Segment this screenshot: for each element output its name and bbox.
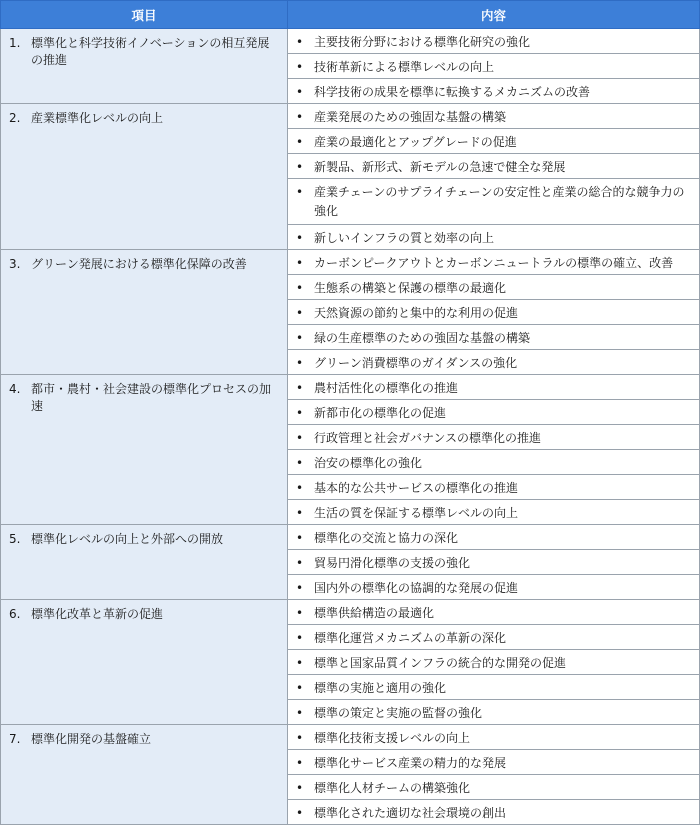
list-item	[288, 400, 699, 423]
content-item-cell	[288, 375, 700, 400]
category-label: 標準化と科学技術イノベーションの相互発展の推進	[31, 36, 270, 67]
header-row	[1, 1, 700, 29]
category-label-group	[9, 531, 279, 548]
list-item	[288, 179, 699, 221]
list-item	[288, 225, 699, 248]
category-label: 都市・農村・社会建設の標準化プロセスの加速	[31, 382, 272, 413]
content-item-cell	[288, 675, 700, 700]
category-cell	[1, 29, 288, 104]
bullet-icon: •	[296, 731, 304, 745]
content-item-text: 標準供給構造の最適化	[314, 606, 435, 620]
category-number: 1.	[9, 36, 21, 50]
header-content: 内容	[288, 1, 700, 29]
list-item	[288, 500, 699, 523]
list-item	[288, 525, 699, 548]
bullet-icon: •	[296, 581, 304, 595]
category-cell	[1, 525, 288, 600]
content-item-cell	[288, 104, 700, 129]
list-item	[288, 250, 699, 273]
bullet-icon: •	[296, 606, 304, 620]
content-item-text: 国内外の標準化の協調的な発展の促進	[314, 581, 519, 595]
content-item-cell	[288, 400, 700, 425]
bullet-icon: •	[296, 35, 304, 49]
list-item	[288, 800, 699, 823]
bullet-icon: •	[296, 135, 304, 149]
content-item-cell	[288, 500, 700, 525]
bullet-icon: •	[296, 531, 304, 545]
content-item-cell	[288, 425, 700, 450]
content-item-text: 貿易円滑化標準の支援の強化	[314, 556, 471, 570]
bullet-icon: •	[296, 110, 304, 124]
table-row	[1, 250, 700, 275]
category-label: 標準化レベルの向上と外部への開放	[31, 532, 224, 546]
bullet-icon: •	[296, 381, 304, 395]
content-item-text: 産業の最適化とアップグレードの促進	[314, 135, 517, 149]
bullet-icon: •	[296, 356, 304, 370]
list-item	[288, 725, 699, 748]
content-item-cell	[288, 700, 700, 725]
content-item-cell	[288, 54, 700, 79]
list-item	[288, 775, 699, 798]
category-label-group	[9, 256, 279, 273]
content-item-text: カーボンピークアウトとカーボンニュートラルの標準の確立、改善	[314, 256, 674, 270]
content-item-cell	[288, 725, 700, 750]
content-item-text: 技術革新による標準レベルの向上	[314, 60, 495, 74]
bullet-icon: •	[296, 406, 304, 420]
category-number: 4.	[9, 382, 21, 396]
content-item-cell	[288, 129, 700, 154]
category-cell	[1, 375, 288, 525]
category-label: 標準化開発の基盤確立	[31, 732, 152, 746]
content-item-cell	[288, 775, 700, 800]
bullet-icon: •	[296, 431, 304, 445]
bullet-icon: •	[296, 306, 304, 320]
content-item-text: 標準化人材チームの構築強化	[314, 781, 471, 795]
header-item: 項目	[1, 1, 288, 29]
content-item-cell	[288, 800, 700, 825]
category-label-group	[9, 606, 279, 623]
table-row	[1, 525, 700, 550]
category-label: 標準化改革と革新の促進	[31, 607, 164, 621]
category-number: 3.	[9, 257, 21, 271]
list-item	[288, 129, 699, 152]
bullet-icon: •	[296, 806, 304, 820]
content-item-cell	[288, 550, 700, 575]
content-item-cell	[288, 154, 700, 179]
list-item	[288, 154, 699, 177]
content-item-cell	[288, 475, 700, 500]
content-item-text: 標準化技術支援レベルの向上	[314, 731, 471, 745]
content-item-text: 新しいインフラの質と効率の向上	[314, 231, 495, 245]
category-number: 6.	[9, 607, 21, 621]
category-label-group	[9, 731, 279, 748]
content-item-text: 標準の実施と適用の強化	[314, 681, 447, 695]
bullet-icon: •	[296, 681, 304, 695]
category-label-group	[9, 110, 279, 127]
table-row	[1, 600, 700, 625]
bullet-icon: •	[296, 556, 304, 570]
bullet-icon: •	[296, 781, 304, 795]
list-item	[288, 475, 699, 498]
content-item-text: 標準化された適切な社会環境の創出	[314, 806, 507, 820]
content-item-text: 緑の生産標準のための強固な基盤の構築	[314, 331, 531, 345]
table-body	[1, 29, 700, 825]
content-item-text: 治安の標準化の強化	[314, 456, 423, 470]
content-item-text: 生活の質を保証する標準レベルの向上	[314, 506, 519, 520]
content-item-text: 標準化サービス産業の精力的な発展	[314, 756, 507, 770]
category-number: 7.	[9, 732, 21, 746]
list-item	[288, 750, 699, 773]
bullet-icon: •	[296, 331, 304, 345]
list-item	[288, 350, 699, 373]
category-number: 5.	[9, 532, 21, 546]
list-item	[288, 275, 699, 298]
content-item-text: 農村活性化の標準化の推進	[314, 381, 459, 395]
category-cell	[1, 725, 288, 825]
content-item-text: 標準と国家品質インフラの統合的な開発の促進	[314, 656, 567, 670]
content-item-cell	[288, 350, 700, 375]
category-cell	[1, 104, 288, 250]
content-item-text: 標準化運営メカニズムの革新の深化	[314, 631, 507, 645]
bullet-icon: •	[296, 506, 304, 520]
list-item	[288, 450, 699, 473]
bullet-icon: •	[296, 85, 304, 99]
bullet-icon: •	[296, 160, 304, 174]
bullet-icon: •	[296, 456, 304, 470]
content-item-text: 標準化の交流と協力の深化	[314, 531, 459, 545]
content-item-cell	[288, 575, 700, 600]
content-item-cell	[288, 300, 700, 325]
list-item	[288, 675, 699, 698]
list-item	[288, 600, 699, 623]
list-item	[288, 300, 699, 323]
list-item	[288, 79, 699, 102]
list-item	[288, 54, 699, 77]
content-item-text: 産業チェーンのサプライチェーンの安定性と産業の総合的な競争力の強化	[314, 185, 685, 218]
category-number: 2.	[9, 111, 21, 125]
category-label: 産業標準化レベルの向上	[31, 111, 164, 125]
content-item-text: 科学技術の成果を標準に転換するメカニズムの改善	[314, 85, 591, 99]
content-item-cell	[288, 250, 700, 275]
table-row	[1, 29, 700, 54]
content-item-text: 新製品、新形式、新モデルの急速で健全な発展	[314, 160, 566, 174]
content-item-text: 標準の策定と実施の監督の強化	[314, 706, 483, 720]
content-item-text: グリーン消費標準のガイダンスの強化	[314, 356, 518, 370]
list-item	[288, 425, 699, 448]
content-item-cell	[288, 225, 700, 250]
bullet-icon: •	[296, 231, 304, 245]
bullet-icon: •	[296, 756, 304, 770]
content-item-text: 行政管理と社会ガバナンスの標準化の推進	[314, 431, 542, 445]
list-item	[288, 104, 699, 127]
content-item-cell	[288, 179, 700, 225]
category-label: グリーン発展における標準化保障の改善	[31, 257, 247, 271]
content-item-cell	[288, 325, 700, 350]
content-item-cell	[288, 750, 700, 775]
category-label-group	[9, 381, 279, 415]
content-item-cell	[288, 29, 700, 54]
content-item-text: 基本的な公共サービスの標準化の推進	[314, 481, 519, 495]
category-cell	[1, 250, 288, 375]
content-item-text: 産業発展のための強固な基盤の構築	[314, 110, 507, 124]
content-item-text: 新都市化の標準化の促進	[314, 406, 447, 420]
content-item-cell	[288, 275, 700, 300]
content-item-cell	[288, 625, 700, 650]
list-item	[288, 650, 699, 673]
bullet-icon: •	[296, 481, 304, 495]
bullet-icon: •	[296, 281, 304, 295]
content-item-cell	[288, 650, 700, 675]
table-row	[1, 375, 700, 400]
list-item	[288, 550, 699, 573]
content-item-cell	[288, 450, 700, 475]
list-item	[288, 375, 699, 398]
table-row	[1, 104, 700, 129]
bullet-icon: •	[296, 656, 304, 670]
category-label-group	[9, 35, 279, 69]
category-cell	[1, 600, 288, 725]
bullet-icon: •	[296, 60, 304, 74]
list-item	[288, 575, 699, 598]
bullet-icon: •	[296, 185, 304, 199]
content-item-cell	[288, 79, 700, 104]
content-item-cell	[288, 600, 700, 625]
bullet-icon: •	[296, 631, 304, 645]
list-item	[288, 29, 699, 52]
list-item	[288, 325, 699, 348]
bullet-icon: •	[296, 706, 304, 720]
content-item-cell	[288, 525, 700, 550]
content-item-text: 生態系の構築と保護の標準の最適化	[314, 281, 507, 295]
content-item-text: 天然資源の節約と集中的な利用の促進	[314, 306, 519, 320]
bullet-icon: •	[296, 256, 304, 270]
content-item-text: 主要技術分野における標準化研究の強化	[314, 35, 531, 49]
list-item	[288, 625, 699, 648]
table-row	[1, 725, 700, 750]
list-item	[288, 700, 699, 723]
